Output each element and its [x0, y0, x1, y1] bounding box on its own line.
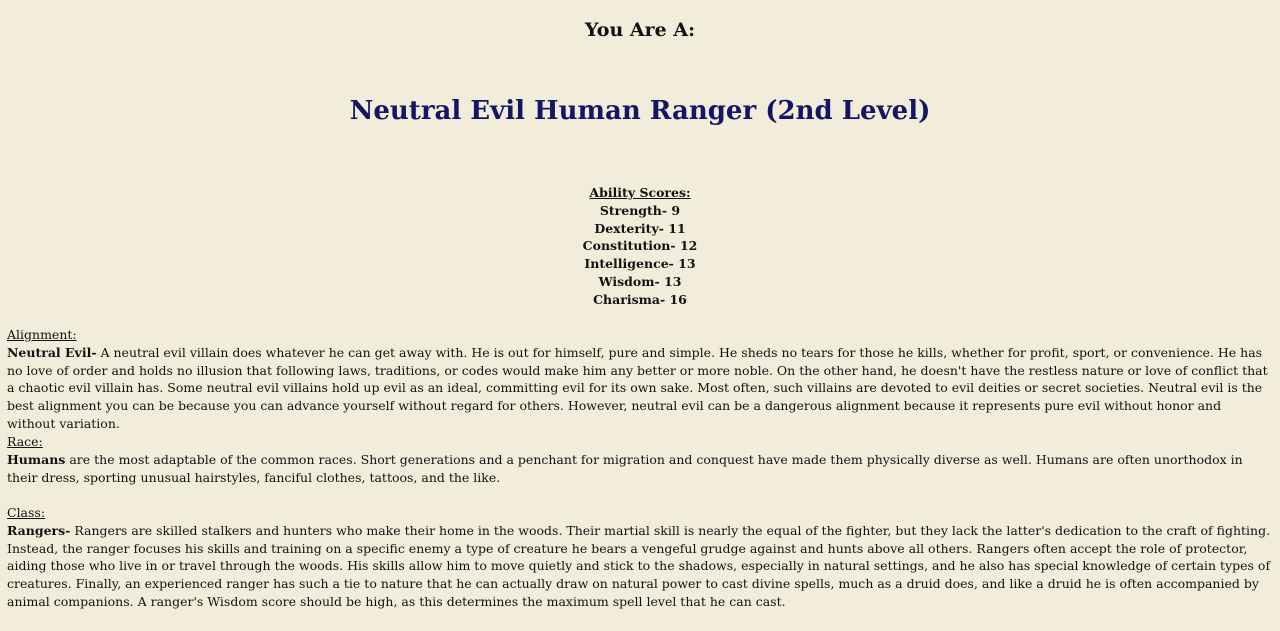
alignment-section [7, 326, 1273, 433]
ability-score-constitution: Constitution- 12 [582, 238, 698, 254]
alignment-description [7, 344, 1273, 433]
race-section [7, 433, 1273, 486]
class-term: Rangers- [7, 522, 71, 538]
race-text: are the most adaptable of the common races. Short generations and a penchant for migration and conquest have made them physically diverse as well. Humans are often unorthodox in their dress, sporting unusual hairstyles, fanciful clothes, tattoos, and the like. [7, 451, 1243, 485]
ability-scores [0, 184, 1280, 309]
race-label: Race: [7, 434, 43, 449]
class-section [7, 504, 1273, 611]
result-title: Neutral Evil Human Ranger (2nd Level) [349, 96, 931, 126]
alignment-text: A neutral evil villain does whatever he can get away with. He is out for himself, pure and simple. He sheds no tears for those he kills, whether for profit, sport, or convenience. He has no love of order and holds no illusion that following laws, traditions, or codes would make him any better or more noble. On the other hand, he doesn't have the restless nature or love of conflict that a chaotic evil villain has. Some neutral evil villains hold up evil as an ideal, committing evil for its own sake. Most often, such villains are devoted to evil deities or secret societies. Neutral evil is the best alignment you can be because you can advance yourself without regard for others. However, neutral evil can be a dangerous alignment because it represents pure evil without honor and without variation. [7, 344, 1268, 431]
ability-score-dexterity: Dexterity- 11 [594, 220, 686, 236]
class-text: Rangers are skilled stalkers and hunters who make their home in the woods. Their martial skill is nearly the equal of the fighter, but they lack the latter's dedication to the craft of fighting. Instead, the ranger focuses his skills and training on a specific enemy a type of creature he bears a vengeful grudge against and hunts above all others. Rangers often accept the role of protector, aiding those who live in or travel through the woods. His skills allow him to move quietly and stick to the shadows, especially in natural settings, and he also has special knowledge of certain types of creatures. Finally, an experienced ranger has such a tie to nature that he can actually draw on natural power to cast divine spells, much as a druid does, and like a druid he is often accompanied by animal companions. A ranger's Wisdom score should be high, as this determines the maximum spell level that he can cast. [7, 522, 1271, 609]
ability-score-charisma: Charisma- 16 [593, 291, 687, 307]
ability-score-intelligence: Intelligence- 13 [584, 256, 696, 272]
page-heading: You Are A: [584, 19, 696, 41]
alignment-label: Alignment: [7, 327, 77, 342]
ability-score-wisdom: Wisdom- 13 [598, 273, 682, 289]
ability-scores-title: Ability Scores: [589, 185, 691, 200]
alignment-term: Neutral Evil- [7, 344, 97, 360]
class-description [7, 522, 1273, 611]
race-term: Humans [7, 451, 66, 467]
ability-score-strength: Strength- 9 [599, 202, 681, 218]
class-label: Class: [7, 505, 46, 520]
race-description [7, 451, 1273, 487]
